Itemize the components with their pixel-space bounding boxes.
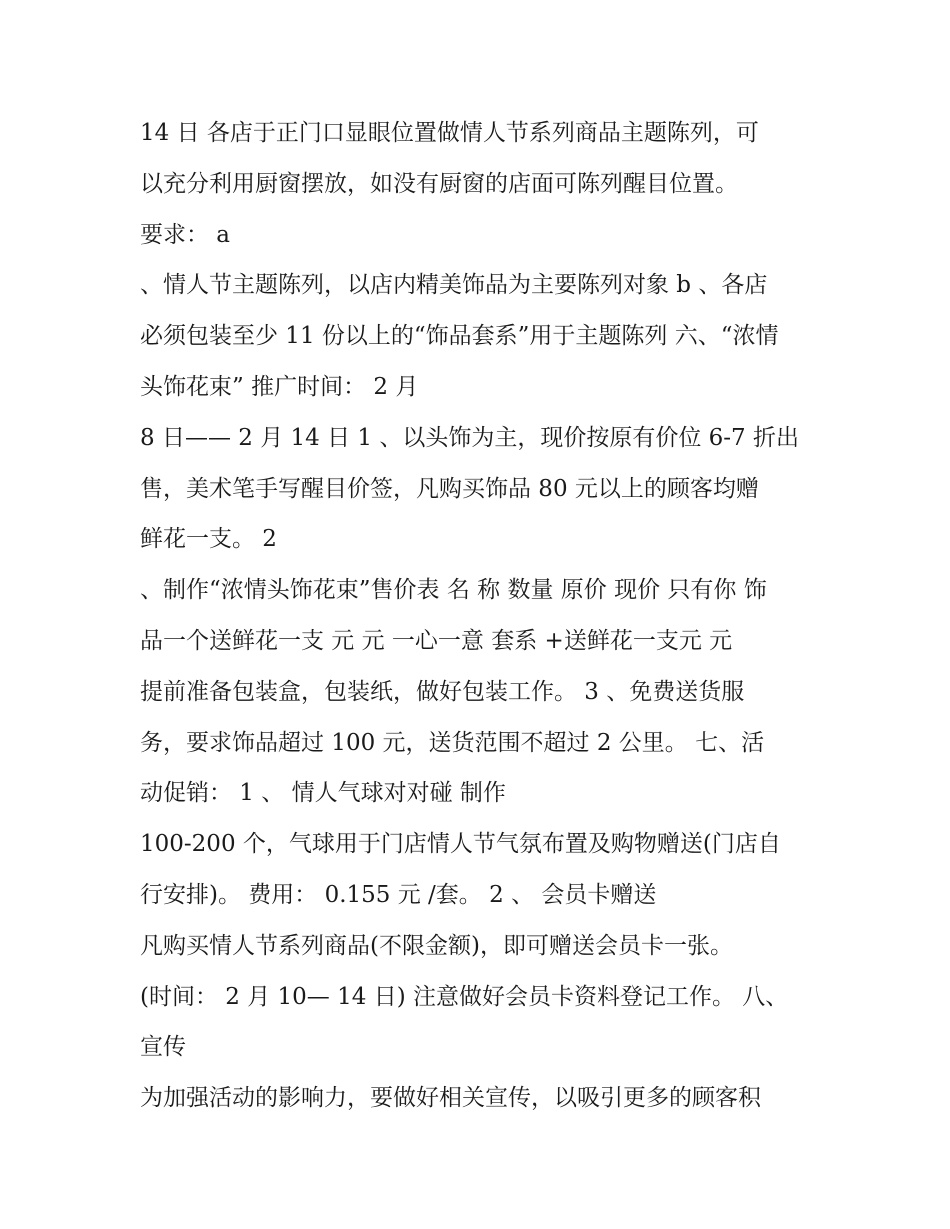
text-line: 售，美术笔手写醒目价签，凡购买饰品 80 元以上的顾客均赠 [140,475,759,502]
text-line: 鲜花一支。 2 [140,526,277,553]
document-body [140,108,830,1124]
text-line: 头饰花束” 推广时间： 2 月 [140,373,419,400]
text-line: 宣传 [140,1034,186,1061]
text-line: (时间： 2 月 10— 14 日) 注意做好会员卡资料登记工作。 八、 [140,983,789,1010]
text-line: 14 日 各店于正门口显眼位置做情人节系列商品主题陈列，可 [140,120,759,146]
text-line: 、情人节主题陈列，以店内精美饰品为主要陈列对象 b 、各店 [140,272,768,299]
text-line: 凡购买情人节系列商品(不限金额)，即可赠送会员卡一张。 [140,932,733,959]
text-line: 100-200 个，气球用于门店情人节气氛布置及购物赠送(门店自 [140,831,781,858]
text-line: 品一个送鲜花一支 元 元 一心一意 套系 +送鲜花一支元 元 [140,627,733,654]
text-line: 8 日—— 2 月 14 日 1 、以头饰为主，现价按原有价位 6-7 折出 [140,424,800,451]
text-line: 以充分利用厨窗摆放，如没有厨窗的店面可陈列醒目位置。 [140,170,738,197]
text-line: 务，要求饰品超过 100 元，送货范围不超过 2 公里。 七、活 [140,729,765,756]
text-line: 行安排)。 费用： 0.155 元 /套。 2 、 会员卡赠送 [140,881,657,908]
text-line: 提前准备包装盒，包装纸，做好包装工作。 3 、免费送货服 [140,678,745,705]
text-line: 要求： a [140,221,231,248]
text-line: 动促销： 1 、 情人气球对对碰 制作 [140,780,506,807]
text-line: 、制作“浓情头饰花束”售价表 名 称 数量 原价 现价 只有你 饰 [140,577,767,604]
text-line: 为加强活动的影响力，要做好相关宣传，以吸引更多的顾客积 [140,1085,761,1112]
text-line: 必须包装至少 11 份以上的“饰品套系”用于主题陈列 六、“浓情 [140,323,779,350]
